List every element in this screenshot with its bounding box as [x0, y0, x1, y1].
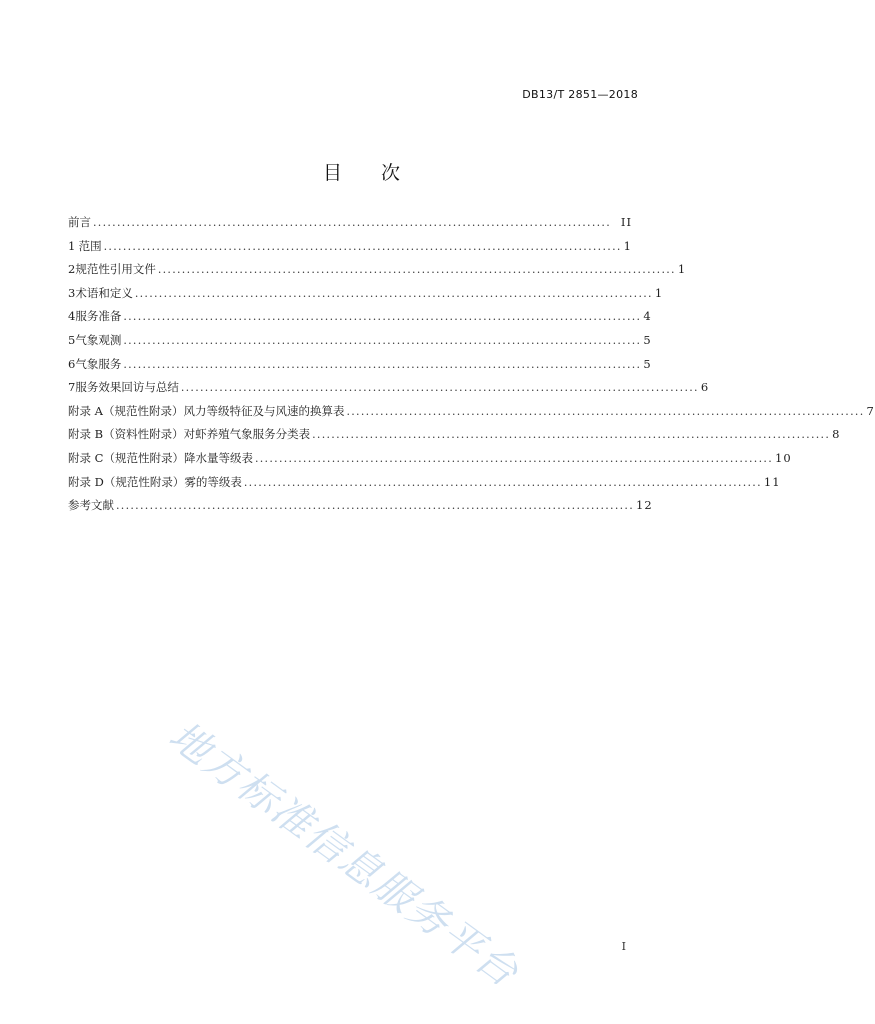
toc-leader-dots: ............................................................................................................ — [123, 333, 642, 347]
toc-label: 雾的等级表 — [184, 474, 242, 489]
toc-page-number: 1 — [654, 285, 664, 300]
page-title — [0, 158, 724, 185]
toc-appendix-prefix: 附录 B（资料性附录） — [68, 427, 184, 442]
toc-entry-terms[interactable] — [68, 285, 664, 309]
toc-appendix-prefix: 附录 C（规范性附录） — [68, 450, 184, 465]
toc-entry-followup[interactable] — [68, 379, 710, 403]
toc-page-number: II — [620, 215, 632, 229]
toc-leader-dots: ............................................................................................................ — [103, 239, 622, 253]
toc-label: 参考文献 — [68, 498, 114, 513]
toc-page-number: 12 — [636, 498, 653, 513]
toc-leader-dots: ............................................................................................................ — [157, 263, 676, 277]
toc-page-number: 5 — [643, 356, 652, 371]
toc-section-number: 1 — [68, 238, 76, 253]
toc-leader-dots: ............................................................................................................ — [116, 499, 635, 513]
toc-leader-dots: ............................................................................................................ — [243, 475, 762, 489]
watermark-text: 地方标准信息服务平台 — [160, 712, 528, 997]
toc-label: 前言 — [68, 215, 91, 229]
title-char-left: 目 — [322, 162, 343, 184]
toc-label: 气象服务 — [75, 356, 122, 371]
toc-label: 服务准备 — [75, 309, 122, 324]
toc-section-number: 6 — [68, 356, 76, 371]
toc-label: 风力等级特征及与风速的换算表 — [183, 403, 345, 418]
toc-leader-dots: ............................................................................................................ — [93, 216, 612, 229]
toc-page-number: 7 — [866, 403, 875, 418]
toc-label: 气象观测 — [75, 332, 122, 347]
toc-page-number: 4 — [643, 309, 652, 324]
toc-entry-service-preparation[interactable] — [68, 308, 652, 332]
toc-label: 服务效果回访与总结 — [75, 380, 179, 395]
toc-entry-observation[interactable] — [68, 332, 652, 356]
toc-appendix-prefix: 附录 D（规范性附录） — [68, 474, 185, 489]
toc-page-number: 10 — [775, 450, 792, 465]
toc-leader-dots: ............................................................................................................ — [134, 286, 653, 300]
toc-leader-dots: ............................................................................................................ — [123, 357, 642, 371]
toc-section-number: 7 — [68, 380, 76, 395]
toc-page-number: 1 — [677, 262, 687, 277]
toc-leader-dots: ............................................................................................................ — [312, 428, 831, 442]
toc-section-number: 3 — [68, 285, 76, 300]
toc-section-number: 5 — [68, 332, 76, 347]
toc-label: 术语和定义 — [75, 285, 133, 300]
toc-page-number: 11 — [763, 474, 781, 489]
toc-leader-dots: ............................................................................................................ — [180, 381, 699, 395]
toc-section-number: 4 — [68, 309, 76, 324]
toc-entry-foreword[interactable] — [68, 214, 632, 238]
toc-label: 降水量等级表 — [183, 450, 253, 465]
toc-entry-normative-references[interactable] — [68, 261, 687, 285]
toc-label: 规范性引用文件 — [75, 262, 156, 277]
toc-section-number: 2 — [68, 262, 76, 277]
toc-page-number: 5 — [643, 332, 652, 347]
toc-page-number: 8 — [832, 427, 841, 442]
document-code: DB13/T 2851—2018 — [522, 88, 638, 101]
toc-page-number: 1 — [623, 238, 632, 253]
table-of-contents — [68, 214, 875, 521]
toc-entry-meteorological-service[interactable] — [68, 356, 652, 380]
toc-label: 范围 — [78, 238, 102, 253]
title-char-right: 次 — [381, 162, 402, 184]
page-number: I — [621, 940, 626, 953]
toc-appendix-prefix: 附录 A（规范性附录） — [68, 403, 184, 418]
toc-entry-appendix-a[interactable] — [68, 403, 875, 427]
toc-leader-dots: ............................................................................................................ — [346, 404, 865, 418]
toc-label: 对虾养殖气象服务分类表 — [183, 427, 311, 442]
toc-leader-dots: ............................................................................................................ — [254, 451, 773, 465]
toc-entry-appendix-d[interactable] — [68, 474, 781, 498]
toc-entry-appendix-c[interactable] — [68, 450, 792, 474]
toc-entry-references[interactable] — [68, 497, 653, 521]
toc-leader-dots: ............................................................................................................ — [123, 310, 642, 324]
toc-entry-appendix-b[interactable] — [68, 426, 841, 450]
toc-entry-scope[interactable] — [68, 238, 632, 262]
toc-page-number: 6 — [700, 380, 710, 395]
